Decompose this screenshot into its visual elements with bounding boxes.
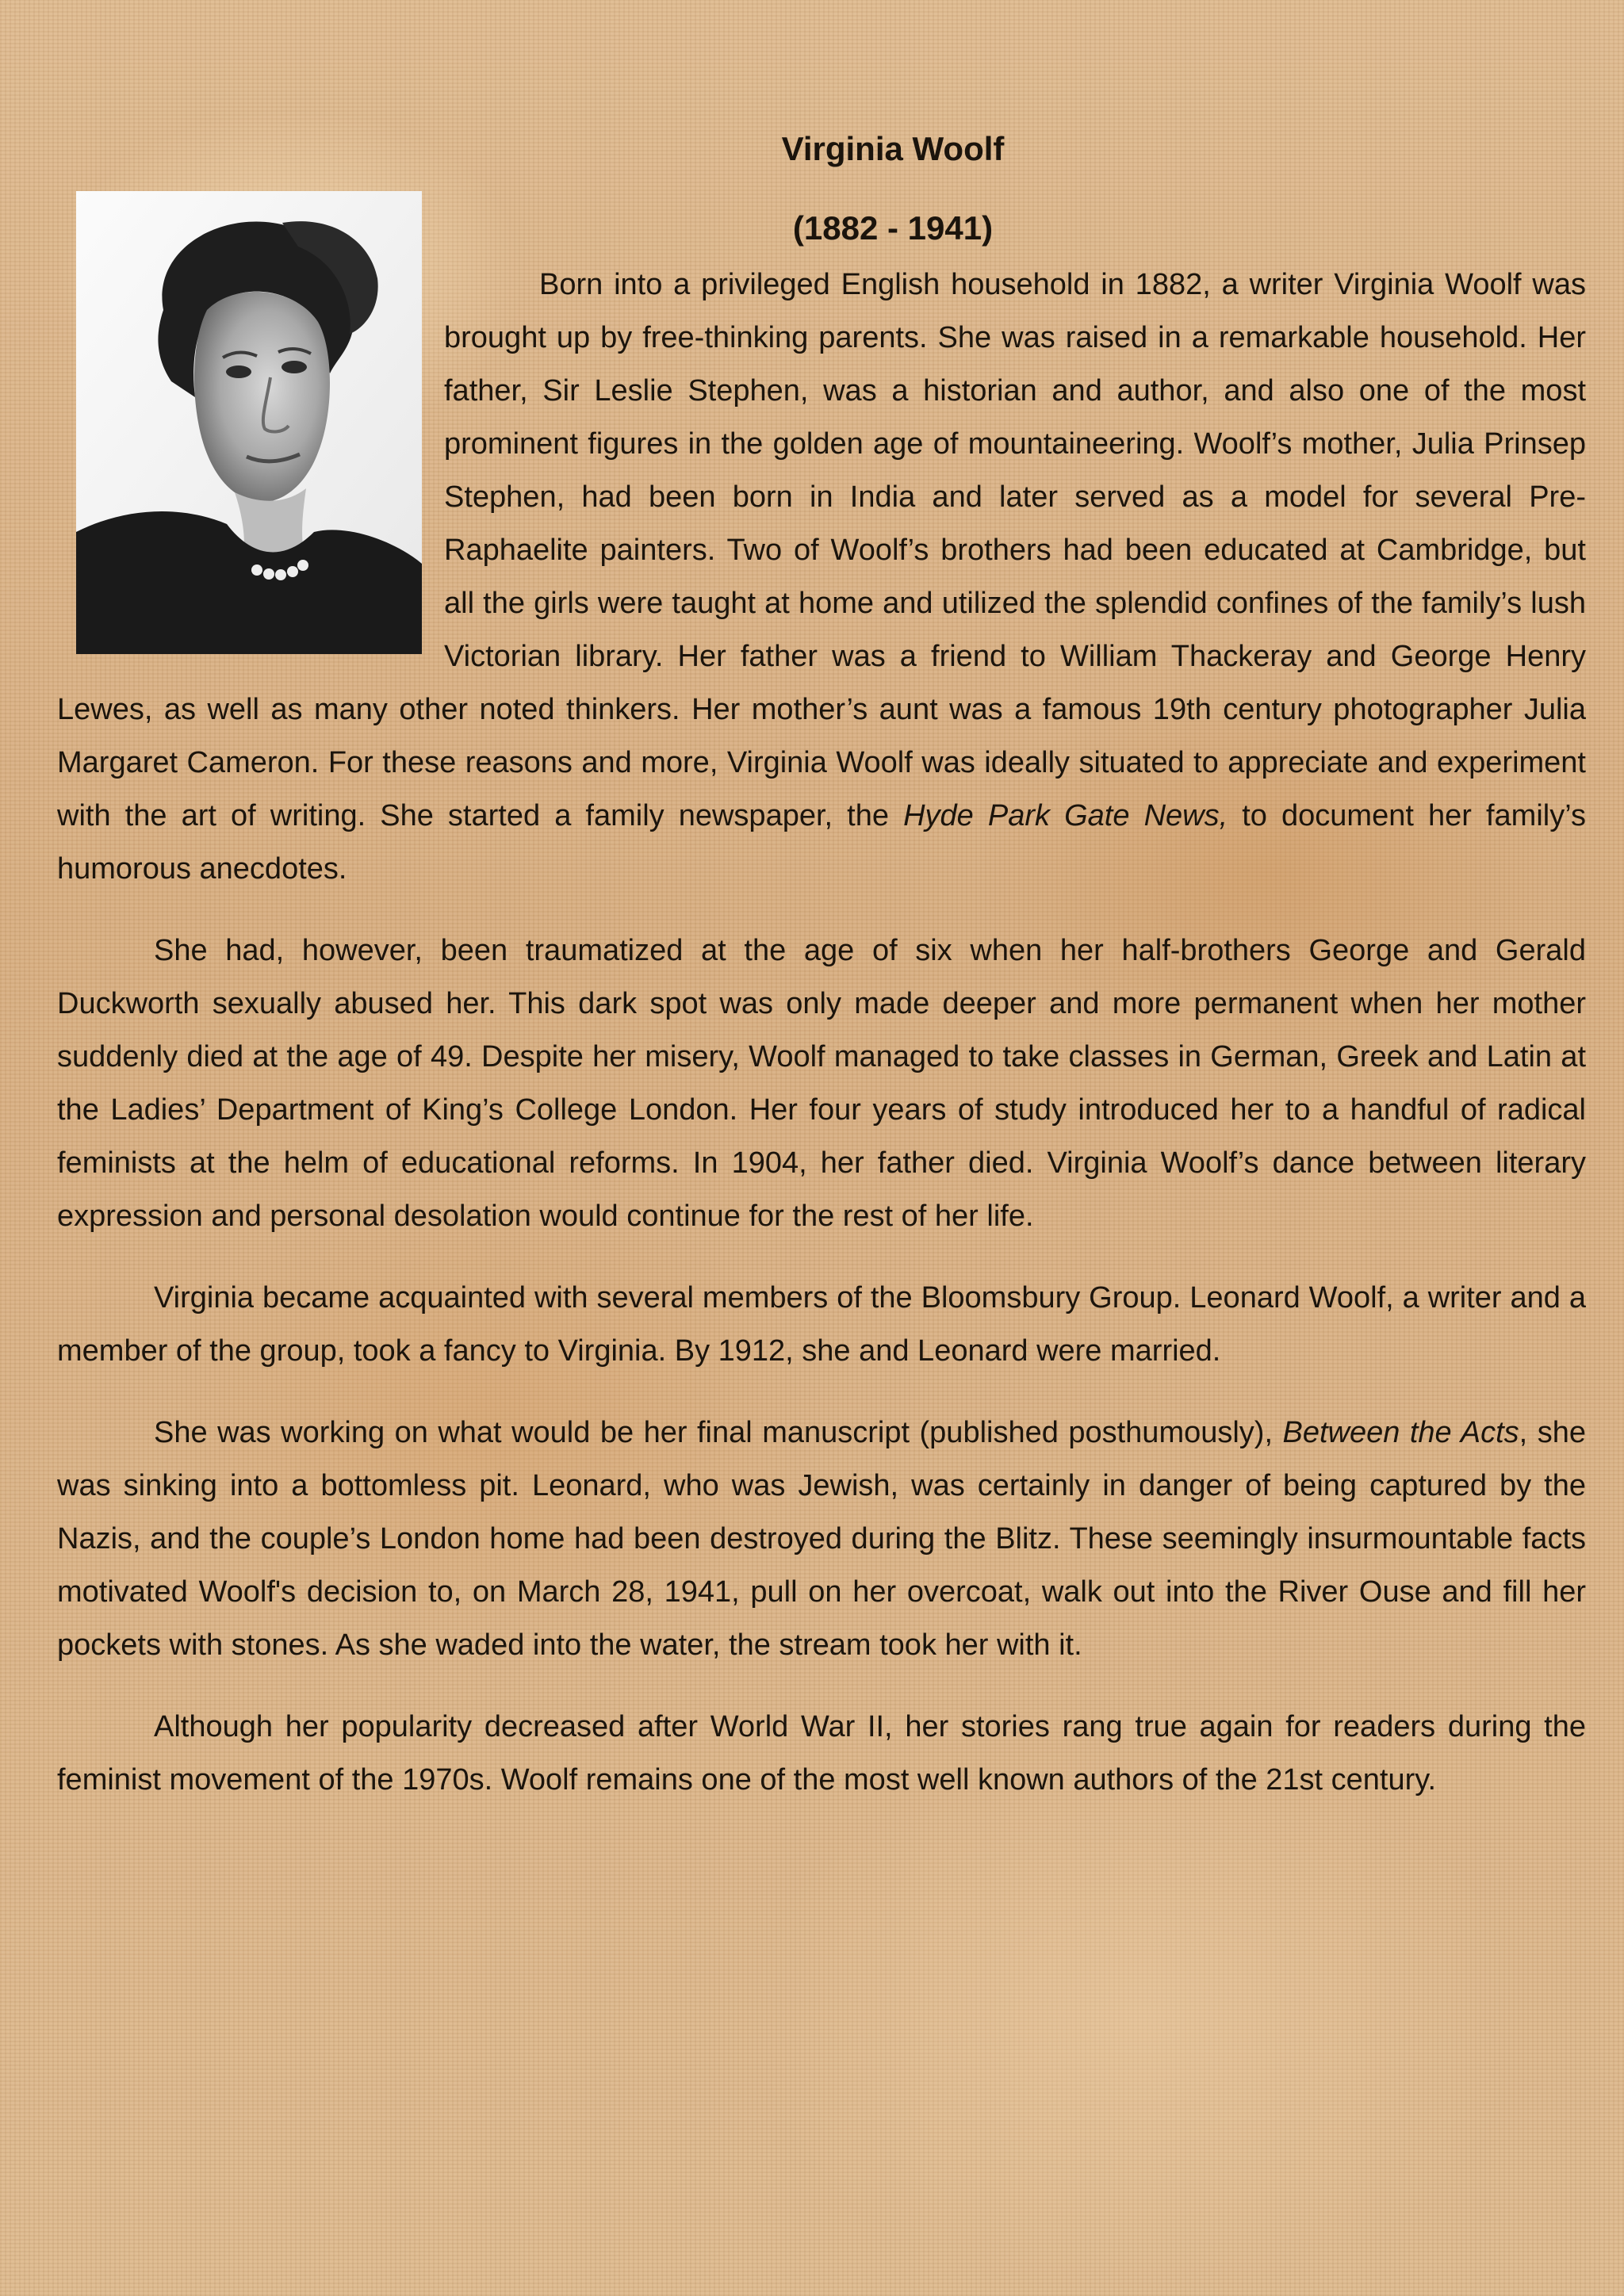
document-title: Virginia Woolf xyxy=(781,130,1005,167)
paragraph-5: Although her popularity decreased after World War II, her stories rang true again for readers during the feminist movement of the 1970s. Woolf remains one of the most well known authors of the 21st century. xyxy=(57,1710,1586,1797)
paragraph-3: Virginia became acquainted with several members of the Bloomsbury Group. Leonard Woolf, a writer and a member of the group, took a fancy to Virginia. By 1912, she and Leonard were married. xyxy=(57,1281,1586,1368)
manuscript-title: Between the Acts xyxy=(1282,1416,1519,1449)
newspaper-title: Hyde Park Gate News, xyxy=(903,799,1228,832)
document-page xyxy=(57,127,1586,1835)
portrait-icon xyxy=(76,191,422,654)
paragraph-2: She had, however, been traumatized at the age of six when her half-brothers George and Gerald Duckworth sexually abused her. This dark spot was only made deeper and more permanent when her mother suddenly died at the age of 49. Despite her misery, Woolf managed to take classes in German, Greek and Latin at the Ladies’ Department of King’s College London. Her four years of study introduced her to a handful of radical feminists at the helm of educational reforms. In 1904, her father died. Virginia Woolf’s dance between literary expression and personal desolation would continue for the rest of her life. xyxy=(57,934,1586,1233)
paragraph-4 xyxy=(57,1406,1586,1672)
paragraph-4-text-end: , she was sinking into a bottomless pit. Leonard, who was Jewish, was certainly in danger of being captured by the Nazis, and the couple’s London home had been destroyed during the Blitz. These seemingly insurmountable facts motivated Woolf's decision to, on March 28, 1941, pull on her overcoat, walk out into the River Ouse and fill her pockets with stones. As she waded into the water, the stream took her with it. xyxy=(57,1416,1586,1662)
portrait-photo xyxy=(76,191,422,654)
paragraph-4-text: She was working on what would be her final manuscript (published posthumously), xyxy=(154,1416,1283,1449)
paragraph-1-text: Born into a privileged English household in 1882, a writer Virginia Woolf was brought up by free-thinking parents. She was raised in a remarkable household. Her father, Sir Leslie Stephen, was a historian and author, and also one of the most prominent figures in the golden age of mountaineering. Woolf’s mother, Julia Prinsep Stephen, had been born in India and later served as a model for several Pre-Raphaelite painters. Two of Woolf’s brothers had been educated at Cambridge, but all the girls were taught at home and utilized the splendid confines of the family’s lush Victorian library. Her father was a friend to William Thackeray and George Henry Lewes, as well as many other noted thinkers. Her mother’s aunt was a famous 19th century photographer Julia Margaret Cameron. For these reasons and more, Virginia Woolf was ideally situated to appreciate and experiment with the art of writing. She started a family newspaper, the xyxy=(57,268,1586,832)
paragraph-1-text-end: to document her family’s humorous anecdotes. xyxy=(57,799,1586,886)
document-dates: (1882 - 1941) xyxy=(792,209,994,247)
